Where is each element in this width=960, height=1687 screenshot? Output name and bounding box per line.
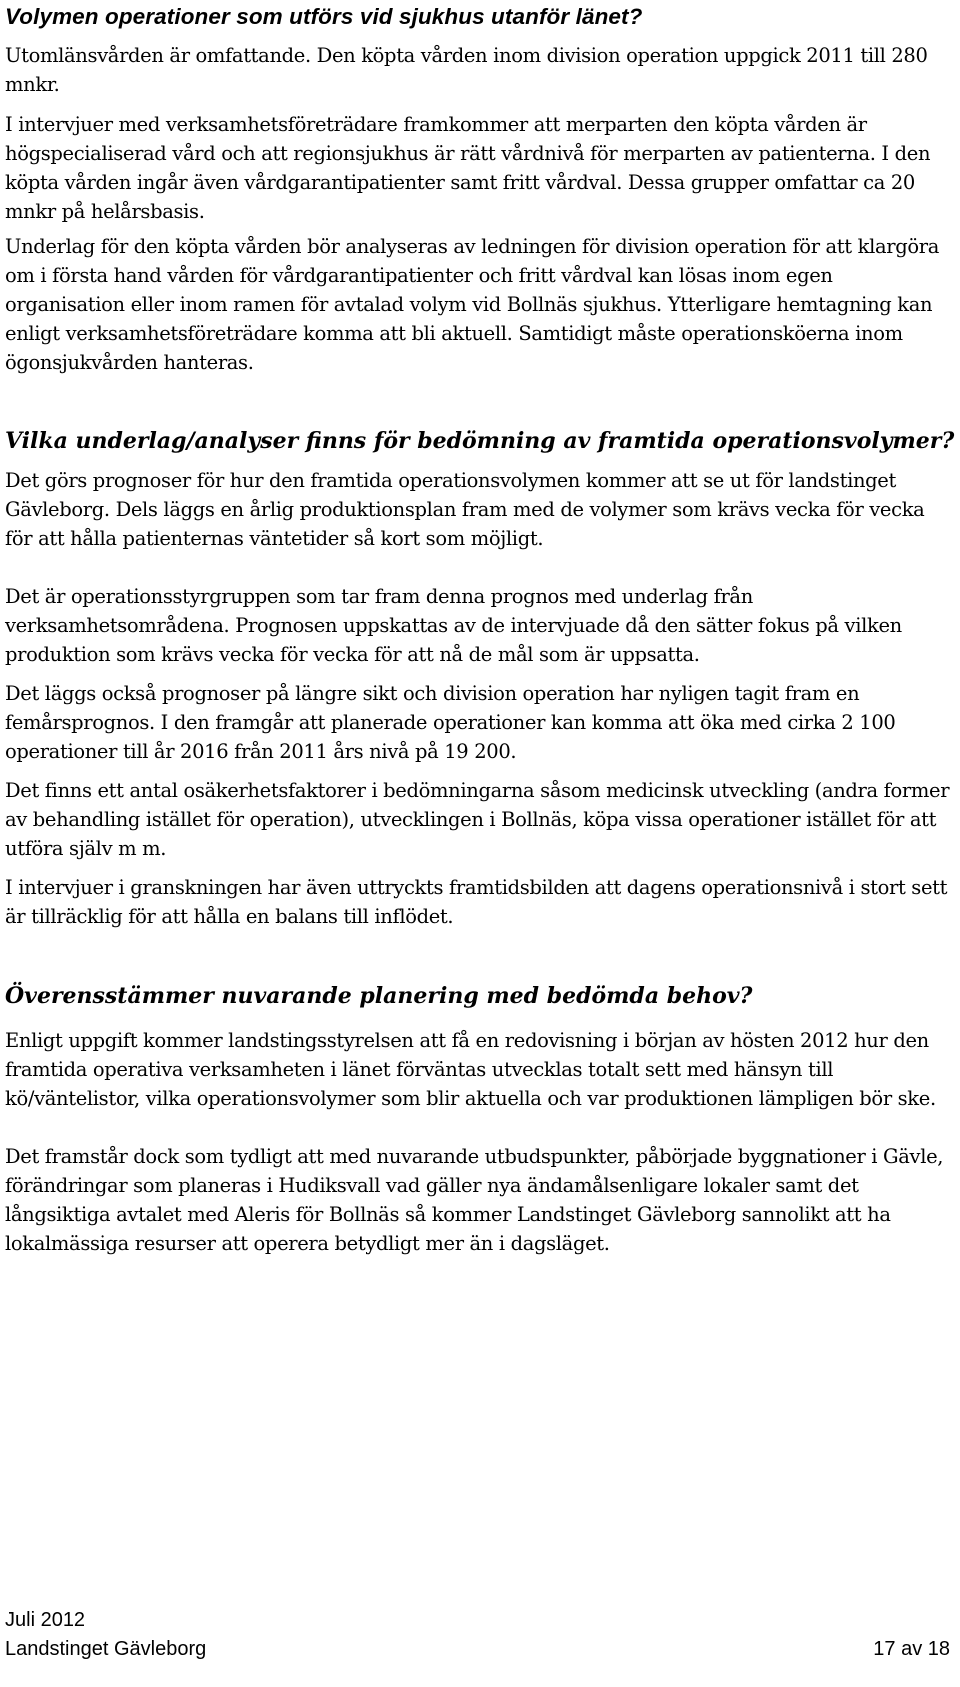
page-footer	[5, 1606, 950, 1664]
section-heading-planering: Överensstämmer nuvarande planering med bedömda behov?	[5, 983, 753, 1009]
paragraph: Det görs prognoser för hur den framtida operationsvolymen kommer att se ut för landstinget Gävleborg. Dels läggs en årlig produktionsplan fram med de volymer som krävs vecka för vecka för att hålla patienternas väntetider så kort som möjligt.	[5, 469, 925, 550]
paragraph: I intervjuer i granskningen har även uttryckts framtidsbilden att dagens operationsnivå i stort sett är tillräcklig för att hålla en balans till inflödet.	[5, 876, 948, 928]
paragraph: Det läggs också prognoser på längre sikt och division operation har nyligen tagit fram en femårsprognos. I den framgår att planerade operationer kan komma att öka med cirka 2 100 operationer till år 2016 från 2011 års nivå på 19 200.	[5, 682, 896, 763]
paragraph: Underlag för den köpta vården bör analyseras av ledningen för division operation för att klargöra om i första hand vården för vårdgarantipatienter och fritt vårdval kan lösas inom egen organisation eller inom ramen för avtalad volym vid Bollnäs sjukhus. Ytterligare hemtagning kan enligt verksamhetsföreträdare komma att bli aktuell. Samtidigt måste operationsköerna inom ögonsjukvården hanteras.	[5, 235, 939, 374]
footer-organization: Landstinget Gävleborg	[5, 1638, 207, 1660]
section-heading-underlag: Vilka underlag/analyser finns för bedömning av framtida operationsvolymer?	[5, 428, 955, 454]
section-heading-utomlans: Volymen operationer som utförs vid sjukhus utanför länet?	[5, 4, 643, 29]
paragraph: I intervjuer med verksamhetsföreträdare framkommer att merparten den köpta vården är högspecialiserad vård och att regionsjukhus är rätt vårdnivå för merparten av patienterna. I den köpta vården ingår även vårdgarantipatienter samt fritt vårdval. Dessa grupper omfattar ca 20 mnkr på helårsbasis.	[5, 113, 931, 223]
footer-row	[5, 1635, 950, 1664]
document-page	[5, 0, 955, 1258]
paragraph: Det finns ett antal osäkerhetsfaktorer i bedömningarna såsom medicinsk utveckling (andra former av behandling istället för operation), utvecklingen i Bollnäs, köpa vissa operationer istället för att utföra själv m m.	[5, 779, 950, 860]
paragraph: Det är operationsstyrgruppen som tar fram denna prognos med underlag från verksamhetsområdena. Prognosen uppskattas av de intervjuade då den sätter fokus på vilken produktion som krävs vecka för vecka för att nå de mål som är uppsatta.	[5, 585, 902, 666]
footer-page-number: 17 av 18	[873, 1638, 950, 1660]
paragraph: Enligt uppgift kommer landstingsstyrelsen att få en redovisning i början av hösten 2012 hur den framtida operativa verksamheten i länet förväntas utvecklas totalt sett med hänsyn till kö/väntelistor, vilka operationsvolymer som blir aktuella och var produktionen lämpligen bör ske.	[5, 1029, 936, 1110]
paragraph: Utomlänsvården är omfattande. Den köpta vården inom division operation uppgick 2011 till 280 mnkr.	[5, 44, 928, 96]
paragraph: Det framstår dock som tydligt att med nuvarande utbudspunkter, påbörjade byggnationer i Gävle, förändringar som planeras i Hudiksvall vad gäller nya ändamålsenligare lokaler samt det långsiktiga avtalet med Aleris för Bollnäs så kommer Landstinget Gävleborg sannolikt att ha lokalmässiga resurser att operera betydligt mer än i dagsläget.	[5, 1145, 944, 1255]
footer-date: Juli 2012	[5, 1609, 86, 1631]
